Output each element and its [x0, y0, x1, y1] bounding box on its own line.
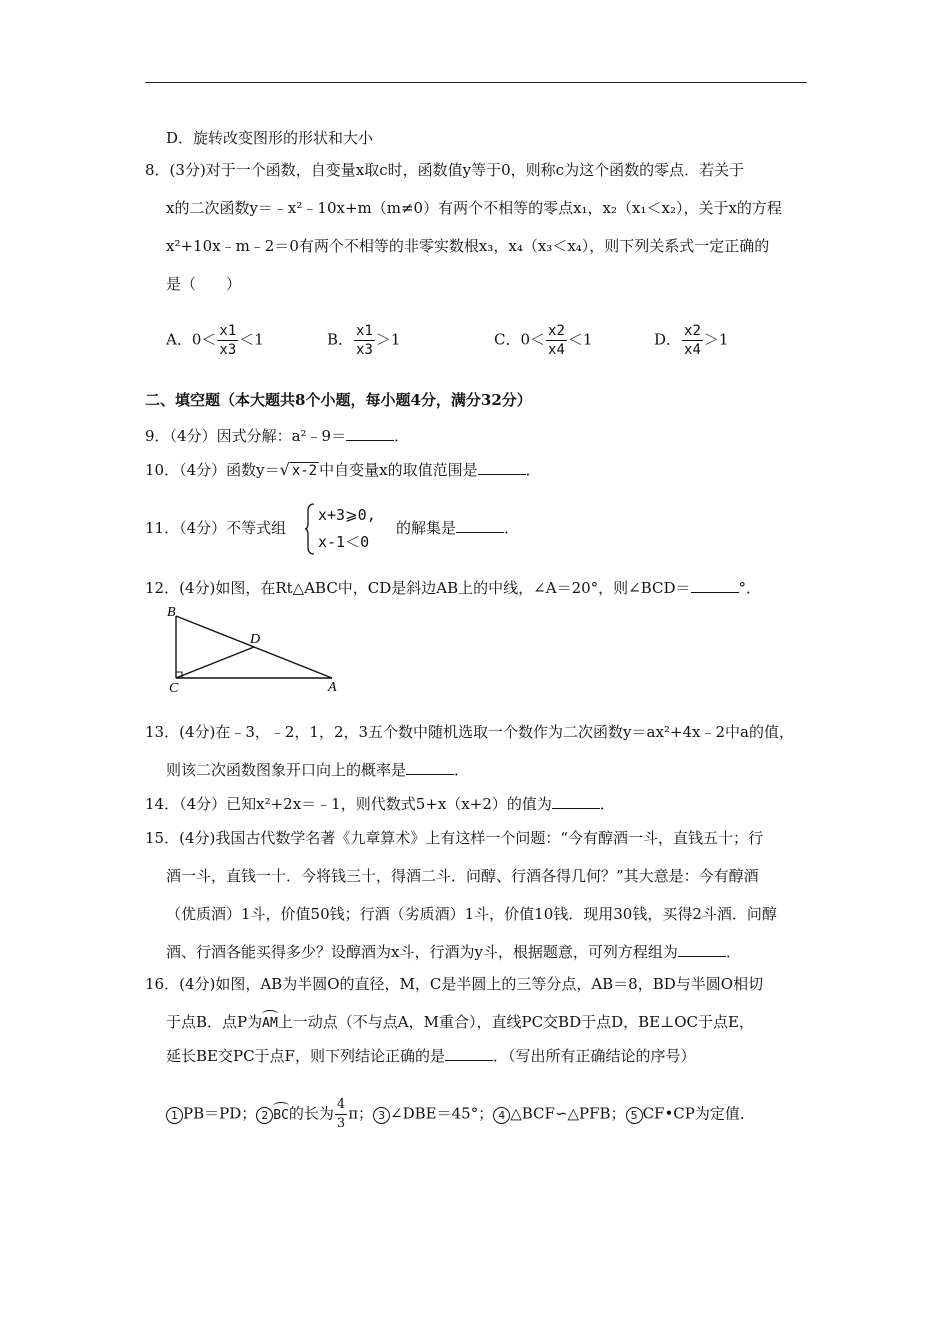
q8-option-c: C．0＜ $\frac{x2}{x4}$ ＜1	[494, 323, 593, 358]
q8-line2: x的二次函数y＝﹣x²﹣10x+m（m≠0）有两个不相等的零点x₁，x₂（x₁＜x₂），关于x的方程	[166, 199, 782, 217]
fraction-4-3: $\frac{4}{3}$	[336, 1097, 346, 1131]
q14: 14．（4分）已知x²+2x＝﹣1，则代数式5+x（x+2）的值为 ．	[145, 795, 615, 813]
triangle-figure	[160, 604, 350, 696]
answer-blank	[346, 426, 394, 441]
q12: 12．(4分)如图，在Rt△ABC中，CD是斜边AB上的中线，∠A＝20°，则∠BCD＝ °．	[145, 579, 762, 597]
q11-text: 11．（4分）不等式组	[145, 519, 287, 537]
q10: 10．（4分）函数y＝√ x-2 中自变量x的取值范围是 ．	[145, 460, 541, 479]
label-a: A	[328, 680, 337, 695]
circled-5: 5	[626, 1107, 643, 1124]
answer-blank	[691, 578, 739, 593]
circled-4: 4	[493, 1107, 510, 1124]
triangle-shape	[176, 616, 332, 678]
fraction: $\frac{x2}{x4}$	[684, 323, 701, 358]
q8-option-b: B． $\frac{x1}{x3}$ ＞1	[327, 323, 401, 358]
ineq-1: x+3⩾0,	[318, 506, 376, 524]
answer-blank	[552, 794, 600, 809]
label-c: C	[169, 681, 179, 696]
circled-3: 3	[373, 1107, 390, 1124]
arc-bc: BC	[273, 1102, 289, 1126]
option-label: A．0＜	[166, 330, 217, 349]
label-d: D	[250, 632, 261, 647]
brace-icon	[304, 503, 316, 555]
q8-option-d: D． $\frac{x2}{x4}$ ＞1	[654, 323, 729, 358]
header-rule	[145, 82, 807, 83]
q11-tail: 的解集是 ．	[396, 519, 520, 537]
q8-line1: 8．(3分)对于一个函数，自变量x取c时，函数值y等于0，则称c为这个函数的零点．若关于	[145, 161, 745, 179]
circled-2: 2	[256, 1107, 273, 1124]
ineq-2: x-1＜0	[318, 533, 370, 551]
fraction: $\frac{x1}{x3}$	[356, 323, 373, 358]
q15-line3: （优质酒）1斗，价值50钱；行酒（劣质酒）1斗，价值10钱．现用30钱，买得2斗酒．问醇	[166, 905, 777, 923]
q7-option-d: D．旋转改变图形的形状和大小	[166, 129, 374, 147]
option-label: C．0＜	[494, 330, 546, 349]
arc-am: AM	[262, 1010, 278, 1034]
answer-blank	[445, 1046, 493, 1061]
q15-line1: 15．(4分)我国古代数学名著《九章算术》上有这样一个问题：“今有醇酒一斗，直钱五十；行	[145, 829, 764, 847]
q16-line2: 于点B．点P为AM上一动点（不与点A，M重合），直线PC交BD于点D，BE⊥OC于点E，	[166, 1010, 754, 1034]
q16-line3: 延长BE交PC于点F，则下列结论正确的是 ．（写出所有正确结论的序号）	[166, 1047, 696, 1065]
fraction: $\frac{x1}{x3}$	[219, 323, 237, 358]
fraction: $\frac{x2}{x4}$	[548, 323, 565, 358]
q8-line4: 是（ ）	[166, 275, 242, 293]
q8-option-a: A．0＜ $\frac{x1}{x3}$ ＜1	[166, 323, 264, 358]
q16-line1: 16．(4分)如图，AB为半圆O的直径，M，C是半圆上的三等分点，AB＝8，BD与半圆O相切	[145, 975, 764, 993]
option-label: B．	[327, 330, 354, 349]
option-label: D．	[654, 330, 682, 349]
radicand: x-2	[291, 463, 318, 479]
answer-blank	[478, 460, 526, 475]
answer-blank	[406, 760, 454, 775]
answer-blank	[678, 942, 726, 957]
q15-line2: 酒一斗，直钱一十．今将钱三十，得酒二斗．问醇、行酒各得几何？”其大意是：今有醇酒	[166, 867, 759, 885]
label-b: B	[167, 605, 176, 620]
q9: 9．（4分）因式分解：a²﹣9＝ ．	[145, 427, 410, 445]
q15-line4: 酒、行酒各能买得多少？设醇酒为x斗，行酒为y斗，根据题意，可列方程组为 ．	[166, 943, 741, 961]
answer-blank	[456, 518, 504, 533]
section-title: 二、填空题（本大题共8个小题，每小题4分，满分32分）	[145, 391, 532, 409]
circled-1: 1	[166, 1107, 183, 1124]
q8-line3: x²+10x﹣m﹣2＝0有两个不相等的非零实数根x₃，x₄（x₃＜x₄），则下列关系式一定正确的	[166, 237, 770, 255]
q16-statements: 1 PB＝PD； 2 BC的长为 $\frac{4}{3}$ π； 3 ∠DBE＝45°； 4 △BCF∽△PFB； 5 CF•CP为定值．	[166, 1096, 755, 1133]
q13-line1: 13．(4分)在﹣3，﹣2，1，2，3五个数中随机选取一个数作为二次函数y＝ax²+4x﹣2中a的值，	[145, 723, 795, 741]
q13-line2: 则该二次函数图象开口向上的概率是 ．	[166, 761, 470, 779]
